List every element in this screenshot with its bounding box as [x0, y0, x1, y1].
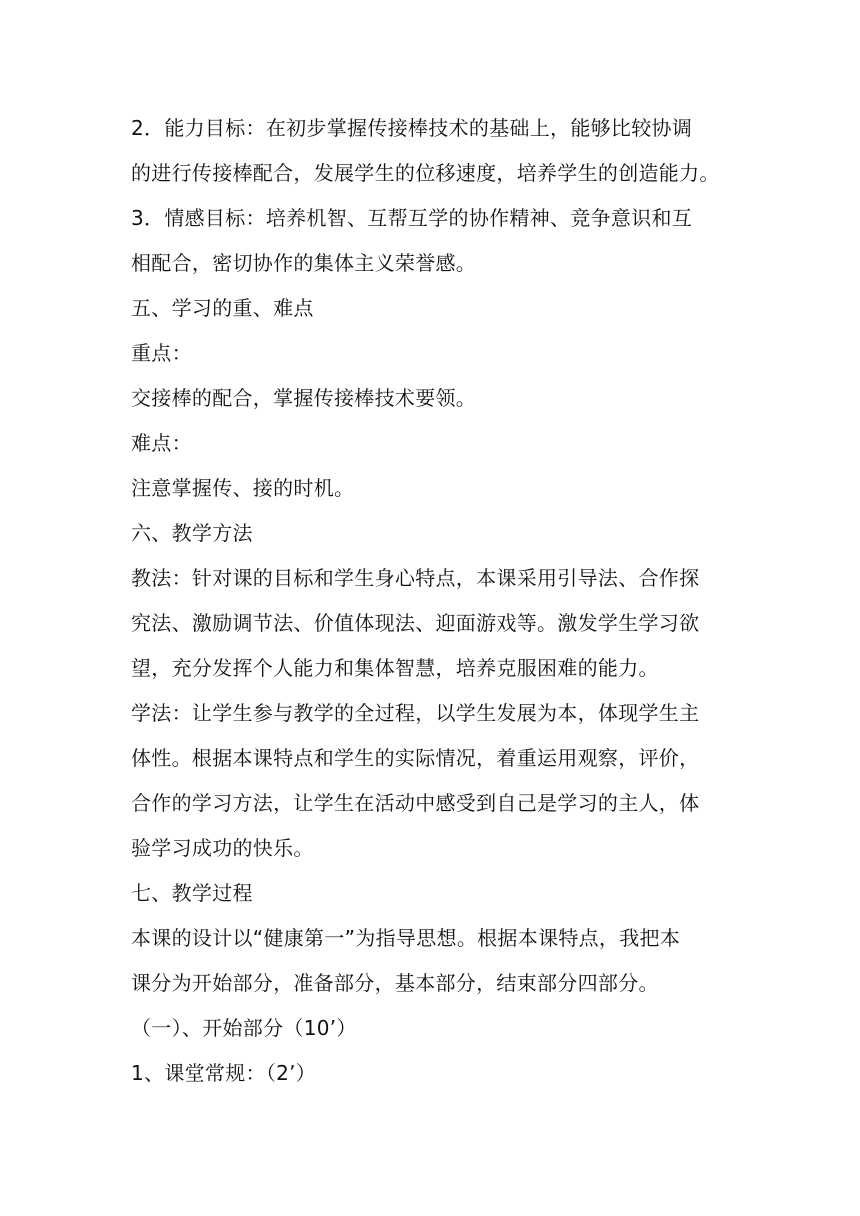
text-line: 注意掌握传、接的时机。 — [131, 476, 355, 500]
section-heading: 七、教学过程 — [131, 881, 253, 905]
text-line: 验学习成功的快乐。 — [131, 836, 314, 860]
text-line: 难点： — [131, 431, 192, 455]
text-line: 学法：让学生参与教学的全过程，以学生发展为本，体现学生主 — [131, 701, 700, 725]
text-line: 体性。根据本课特点和学生的实际情况，着重运用观察，评价， — [131, 746, 700, 770]
text-line: 2．能力目标：在初步掌握传接棒技术的基础上，能够比较协调 — [131, 116, 693, 140]
text-line: 望，充分发挥个人能力和集体智慧，培养克服困难的能力。 — [131, 656, 659, 680]
text-line: 1、课堂常规：（2’） — [131, 1061, 317, 1085]
text-line: 3．情感目标：培养机智、互帮互学的协作精神、竞争意识和互 — [131, 206, 693, 230]
section-heading: 五、学习的重、难点 — [131, 296, 314, 320]
subsection-heading: （一）、开始部分（10’） — [131, 1016, 357, 1040]
text-line: 重点： — [131, 341, 192, 365]
text-line: 的进行传接棒配合，发展学生的位移速度，培养学生的创造能力。 — [131, 161, 720, 185]
text-line: 课分为开始部分，准备部分，基本部分，结束部分四部分。 — [131, 971, 659, 995]
text-line: 教法：针对课的目标和学生身心特点，本课采用引导法、合作探 — [131, 566, 700, 590]
text-line: 本课的设计以“健康第一”为指导思想。根据本课特点，我把本 — [131, 926, 681, 950]
text-line: 合作的学习方法，让学生在活动中感受到自己是学习的主人，体 — [131, 791, 700, 815]
text-line: 相配合，密切协作的集体主义荣誉感。 — [131, 251, 477, 275]
section-heading: 六、教学方法 — [131, 521, 253, 545]
text-line: 究法、激励调节法、价值体现法、迎面游戏等。激发学生学习欲 — [131, 611, 700, 635]
text-line: 交接棒的配合，掌握传接棒技术要领。 — [131, 386, 477, 410]
